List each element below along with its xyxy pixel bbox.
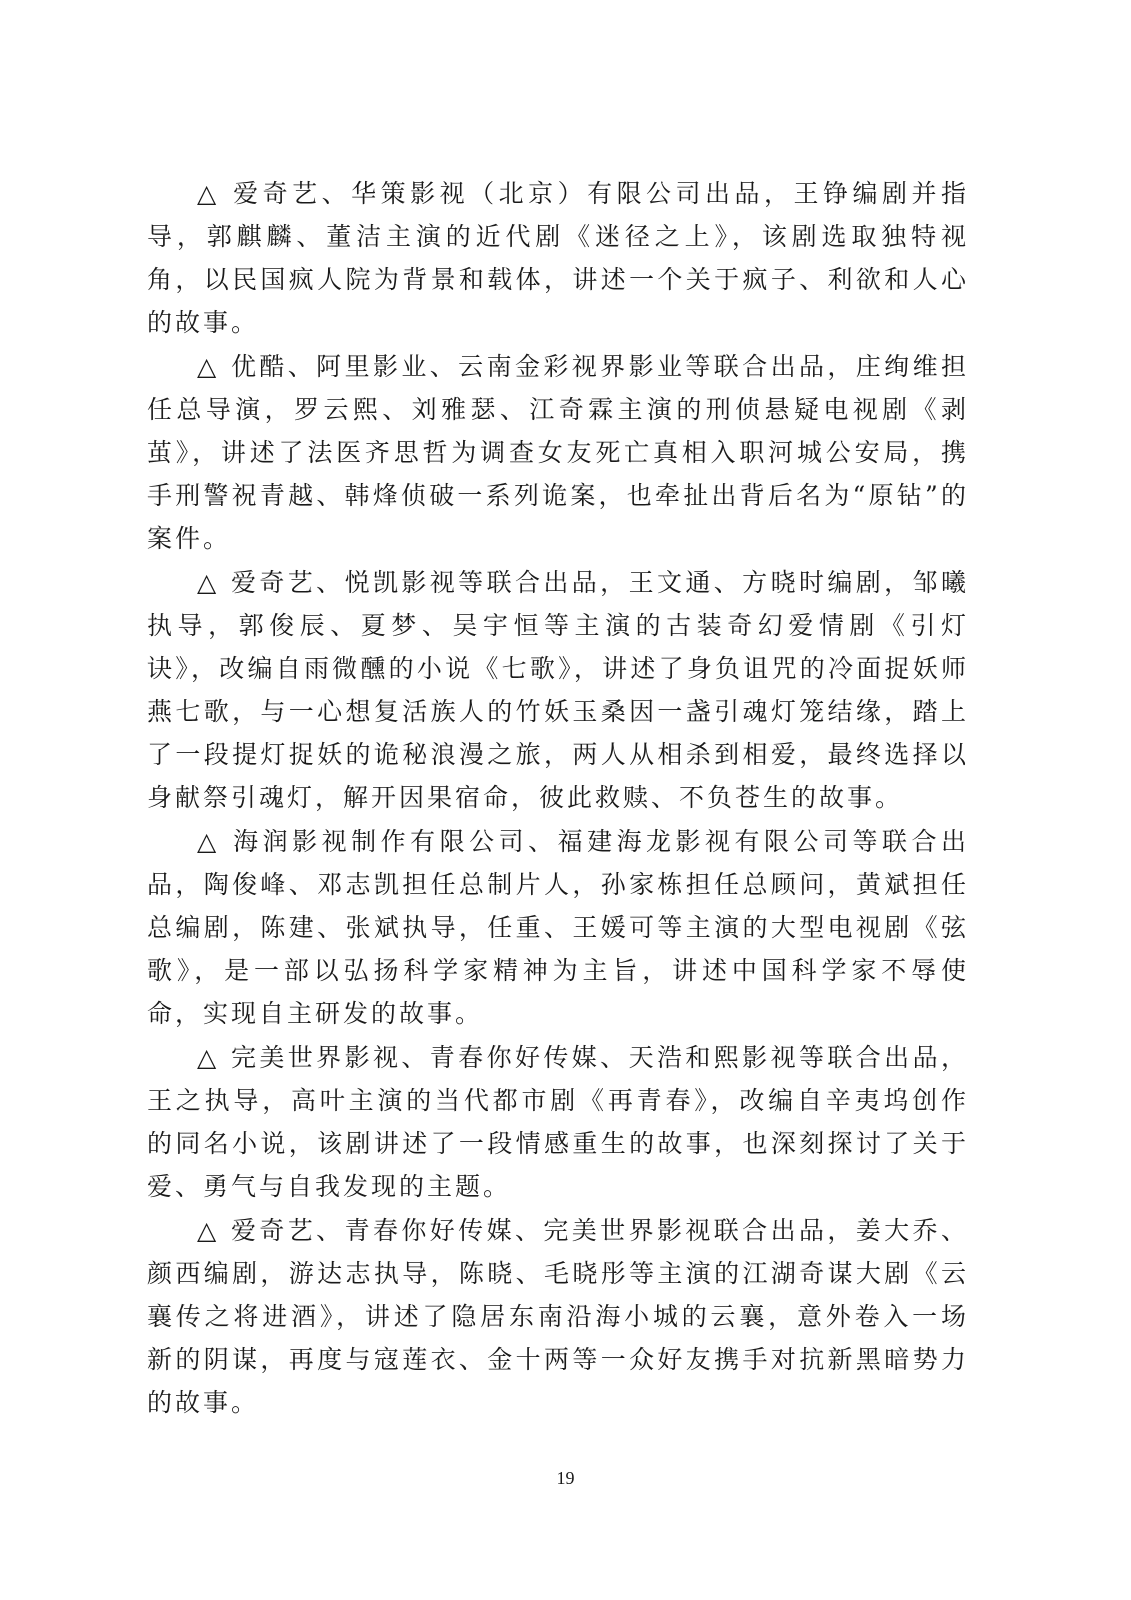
body-text (147, 172, 969, 1425)
paragraph-xiange: △ 海润影视制作有限公司、福建海龙影视有限公司等联合出品，陶俊峰、邓志凯担任总制片人，孙家栋担任总顾问，黄斌担任总编剧，陈建、张斌执导，任重、王媛可等主演的大型电视剧《弦歌》，是一部以弘扬科学家精神为主旨，讲述中国科学家不辱使命，实现自主研发的故事。 (147, 827, 969, 1028)
paragraph-zaiqingchun: △ 完美世界影视、青春你好传媒、天浩和熙影视等联合出品，王之执导，高叶主演的当代都市剧《再青春》，改编自辛夷坞创作的同名小说，该剧讲述了一段情感重生的故事，也深刻探讨了关于爱、勇气与自我发现的主题。 (147, 1043, 969, 1201)
paragraph-bojian: △ 优酷、阿里影业、云南金彩视界影业等联合出品，庄绚维担任总导演，罗云熙、刘雅瑟、江奇霖主演的刑侦悬疑电视剧《剥茧》，讲述了法医齐思哲为调查女友死亡真相入职河城公安局，携手刑警祝青越、韩烽侦破一系列诡案，也牵扯出背后名为“原钻”的案件。 (147, 352, 969, 553)
paragraph-mijing: △ 爱奇艺、华策影视（北京）有限公司出品，王铮编剧并指导，郭麒麟、董洁主演的近代剧《迷径之上》，该剧选取独特视角，以民国疯人院为背景和载体，讲述一个关于疯子、利欲和人心的故事。 (147, 179, 969, 337)
paragraph-yindengjue: △ 爱奇艺、悦凯影视等联合出品，王文通、方晓时编剧，邹曦执导，郭俊辰、夏梦、吴宇恒等主演的古装奇幻爱情剧《引灯诀》，改编自雨微醺的小说《七歌》，讲述了身负诅咒的冷面捉妖师燕七歌，与一心想复活族人的竹妖玉桑因一盏引魂灯笼结缘，踏上了一段提灯捉妖的诡秘浪漫之旅，两人从相杀到相爱，最终选择以身献祭引魂灯，解开因果宿命，彼此救赎、不负苍生的故事。 (147, 568, 969, 812)
page-number: 19 (556, 1468, 575, 1488)
paragraph-yunxiangzhuan: △ 爱奇艺、青春你好传媒、完美世界影视联合出品，姜大乔、颜西编剧，游达志执导，陈晓、毛晓彤等主演的江湖奇谋大剧《云襄传之将进酒》，讲述了隐居东南沿海小城的云襄，意外卷入一场新的阴谋，再度与寇莲衣、金十两等一众好友携手对抗新黑暗势力的故事。 (147, 1216, 969, 1417)
